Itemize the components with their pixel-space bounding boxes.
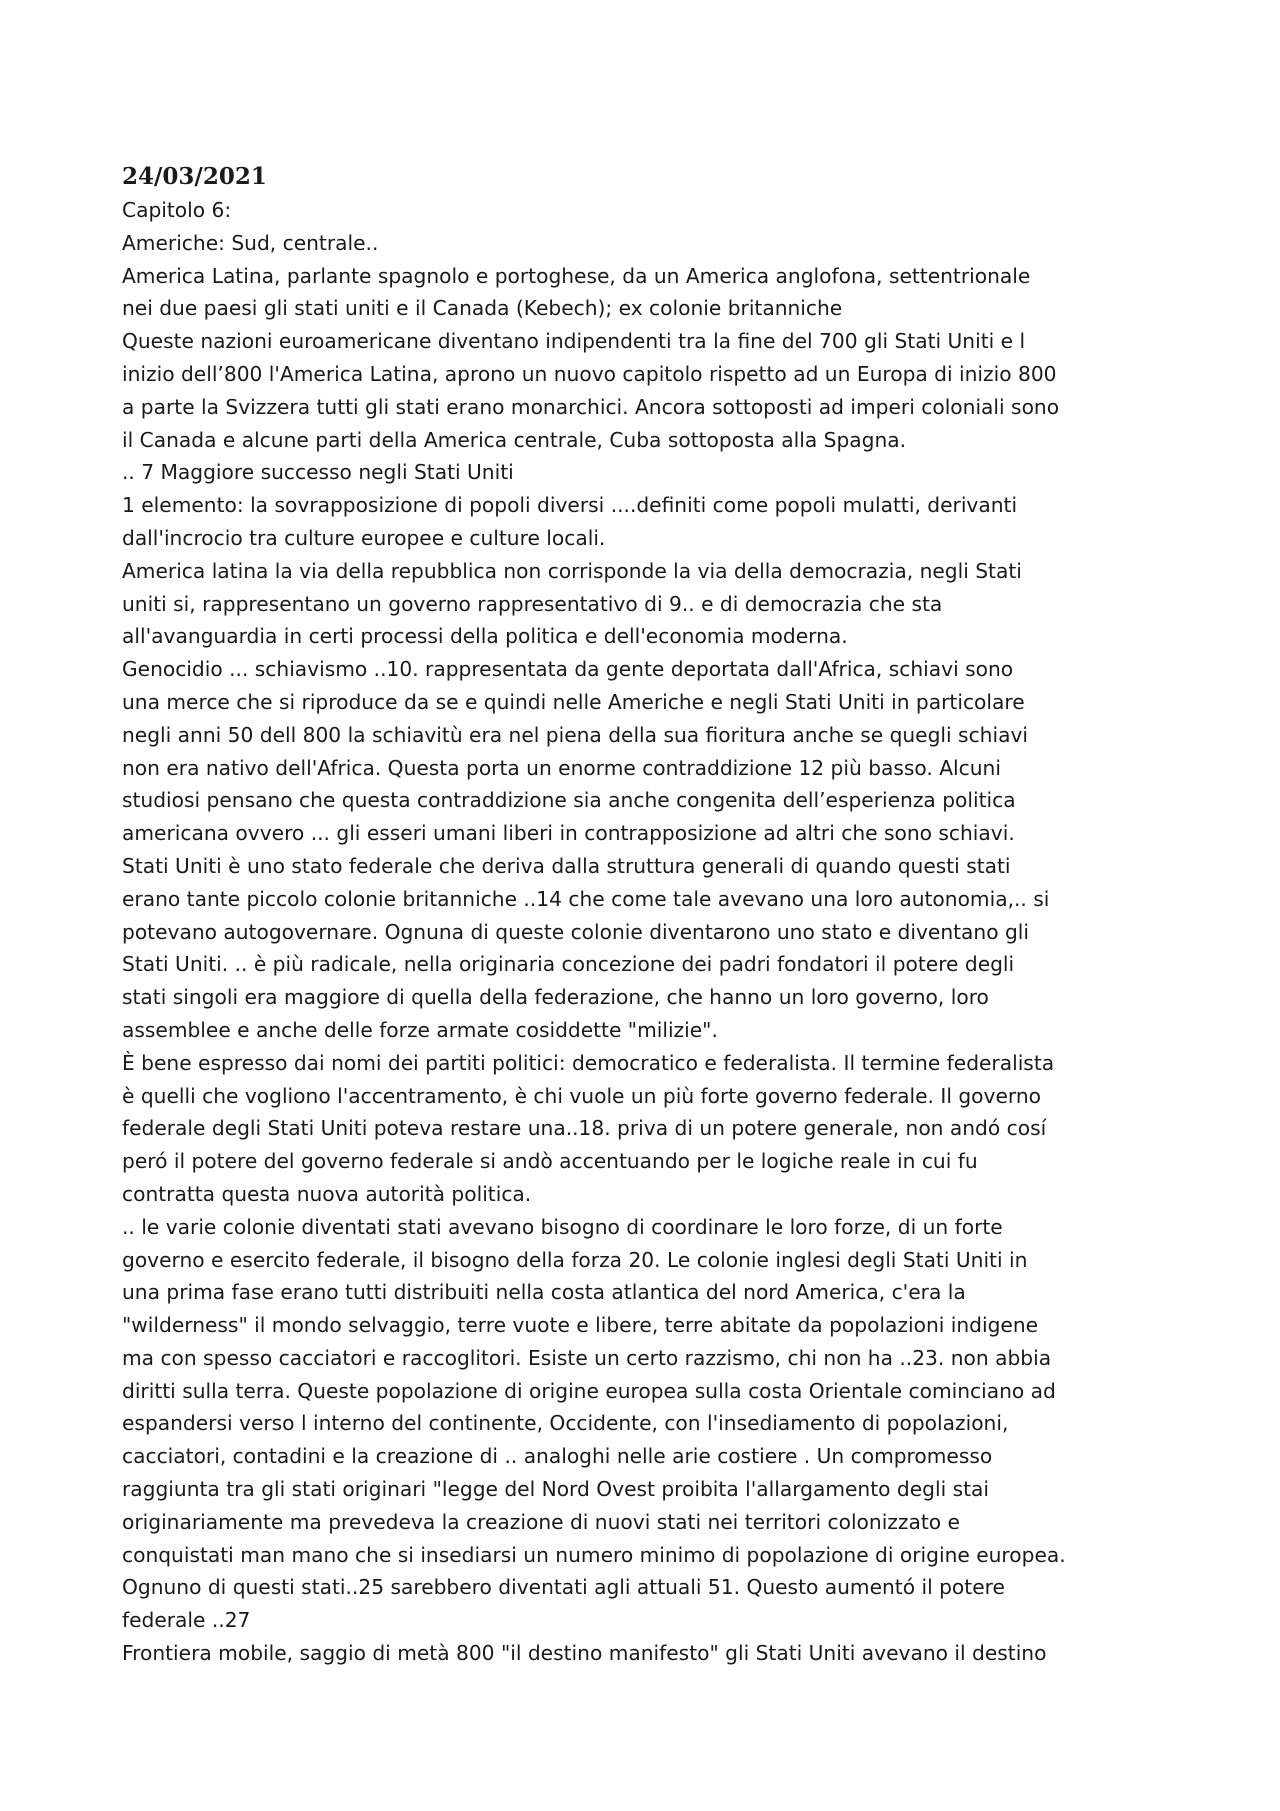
text-line: Queste nazioni euroamericane diventano indipendenti tra la fine del 700 gli Stati Uniti e l <box>122 329 1026 354</box>
text-line: all'avanguardia in certi processi della politica e dell'economia moderna. <box>122 624 848 649</box>
text-line: cacciatori, contadini e la creazione di .. analoghi nelle arie costiere . Un compromesso <box>122 1444 993 1469</box>
text-line: a parte la Svizzera tutti gli stati erano monarchici. Ancora sottoposti ad imperi coloniali sono <box>122 394 1060 419</box>
text-line: peró il potere del governo federale si andò accentuando per le logiche reale in cui fu <box>122 1149 978 1174</box>
text-lines <box>122 194 1172 1670</box>
text-line: potevano autogovernare. Ognuna di queste colonie diventarono uno stato e diventano gli <box>122 919 1030 944</box>
text-line: America Latina, parlante spagnolo e portoghese, da un America anglofona, settentrionale <box>122 263 1031 288</box>
text-line: contratta questa nuova autorità politica. <box>122 1181 532 1206</box>
text-line: conquistati man mano che si insediarsi un numero minimo di popolazione di origine europea. <box>122 1542 1066 1567</box>
document-body <box>122 160 1172 1670</box>
text-line: Genocidio ... schiavismo ..10. rappresentata da gente deportata dall'Africa, schiavi sono <box>122 657 1014 682</box>
text-line: dall'incrocio tra culture europee e culture locali. <box>122 525 606 550</box>
text-line: una prima fase erano tutti distribuiti nella costa atlantica del nord America, c'era la <box>122 1280 966 1305</box>
text-line: Capitolo 6: <box>122 198 232 222</box>
text-line: federale degli Stati Uniti poteva restare una..18. priva di un potere generale, non andó cosí <box>122 1116 1047 1141</box>
text-line: Frontiera mobile, saggio di metà 800 "il destino manifesto" gli Stati Uniti avevano il destino <box>122 1641 1047 1666</box>
text-line: il Canada e alcune parti della America centrale, Cuba sottoposta alla Spagna. <box>122 427 907 452</box>
text-line: raggiunta tra gli stati originari "legge del Nord Ovest proibita l'allargamento degli stai <box>122 1477 990 1502</box>
text-line: America latina la via della repubblica non corrisponde la via della democrazia, negli Stati <box>122 558 1022 583</box>
text-line: è quelli che vogliono l'accentramento, è chi vuole un più forte governo federale. Il governo <box>122 1083 1041 1108</box>
text-line: "wilderness" il mondo selvaggio, terre vuote e libere, terre abitate da popolazioni indigene <box>122 1313 1039 1338</box>
text-line: uniti si, rappresentano un governo rappresentativo di 9.. e di democrazia che sta <box>122 591 943 616</box>
text-line: Stati Uniti è uno stato federale che deriva dalla struttura generali di quando questi stati <box>122 853 1011 878</box>
text-line: espandersi verso l interno del continente, Occidente, con l'insediamento di popolazioni, <box>122 1411 1009 1436</box>
text-line: non era nativo dell'Africa. Questa porta un enorme contraddizione 12 più basso. Alcuni <box>122 755 1001 780</box>
text-line: Ognuno di questi stati..25 sarebbero diventati agli attuali 51. Questo aumentó il potere <box>122 1575 1005 1600</box>
text-line: originariamente ma prevedeva la creazione di nuovi stati nei territori colonizzato e <box>122 1509 960 1534</box>
text-line: .. le varie colonie diventati stati avevano bisogno di coordinare le loro forze, di un forte <box>122 1214 1003 1239</box>
text-line: negli anni 50 dell 800 la schiavitù era nel piena della sua fioritura anche se quegli schiavi <box>122 722 1029 747</box>
text-line: ma con spesso cacciatori e raccoglitori. Esiste un certo razzismo, chi non ha ..23. non abbia <box>122 1345 1052 1370</box>
text-line: È bene espresso dai nomi dei partiti politici: democratico e federalista. Il termine federalista <box>122 1050 1055 1075</box>
text-line: Americhe: Sud, centrale.. <box>122 230 379 255</box>
text-line: studiosi pensano che questa contraddizione sia anche congenita dell’esperienza politica <box>122 788 1016 813</box>
text-line: diritti sulla terra. Queste popolazione di origine europea sulla costa Orientale cominciano ad <box>122 1378 1056 1403</box>
text-line: erano tante piccolo colonie britanniche ..14 che come tale avevano una loro autonomia,.. si <box>122 886 1050 911</box>
text-line: assemblee e anche delle forze armate cosiddette "milizie". <box>122 1017 718 1042</box>
text-line: nei due paesi gli stati uniti e il Canada (Kebech); ex colonie britanniche <box>122 296 843 321</box>
text-line: inizio dell’800 l'America Latina, aprono un nuovo capitolo rispetto ad un Europa di inizio 800 <box>122 361 1057 386</box>
text-line: americana ovvero ... gli esseri umani liberi in contrapposizione ad altri che sono schiavi. <box>122 821 1015 846</box>
text-line: 1 elemento: la sovrapposizione di popoli diversi ....definiti come popoli mulatti, derivanti <box>122 493 1018 518</box>
text-line: una merce che si riproduce da se e quindi nelle Americhe e negli Stati Uniti in particolare <box>122 689 1025 714</box>
text-line: governo e esercito federale, il bisogno della forza 20. Le colonie inglesi degli Stati Uniti in <box>122 1247 1028 1272</box>
text-line: stati singoli era maggiore di quella della federazione, che hanno un loro governo, loro <box>122 985 989 1010</box>
text-line: federale ..27 <box>122 1608 251 1633</box>
text-line: .. 7 Maggiore successo negli Stati Uniti <box>122 460 514 485</box>
document-date: 24/03/2021 <box>122 163 267 190</box>
text-line: Stati Uniti. .. è più radicale, nella originaria concezione dei padri fondatori il potere degli <box>122 952 1015 977</box>
